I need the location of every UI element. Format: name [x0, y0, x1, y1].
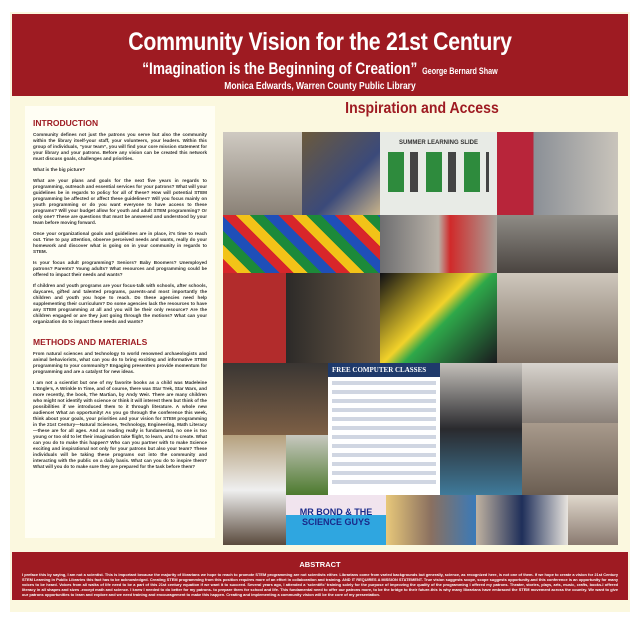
photo-tablet: [522, 363, 618, 423]
abstract-text: I preface this by saying, I am not a scientist. This is important because the majority of librarians we hope to reach to promote STEM programming are not scientists either. Librarians come from varied backgrounds but generally, science, as recognized here, is not one of them. If we hope to create a vision for 21st Century STEM Learning in Public Libraries this fact has to be acknowledged. Creating STEM programming from this position requires more of an effort in collaboration and training. AND IT REQUIRES A MISSION STATEMENT. True vision suggests scope, scope suggests opportunity-and this conference is an opportunity for many voices to be heard. Voices from all walks of life need to be a part of this 21st century equation if we want it to succeed. Several years ago, I attended a ‘scientific’ training solely for the purpose of improving the quality of the programming I offered my patrons. Theater, stories, plays, arts, music, crafts, books-I offered literacy in all shapes and sizes -except math and science. I knew I needed to do better for my patrons- to prepare them for school and life. This fundamental need to offer our patrons more, to be the bridge to their future-this is why many librarians have embraced the STEM movement across the country. We want to give our patrons opportunities to learn and explore and we need training and encouragement to make this happen. Creating and implementing a community vision will be the core of my presentation.: [22, 572, 618, 597]
abstract-section: [12, 552, 628, 600]
intro-paragraph: Is your focus adult programming? Seniors? Baby Boomers? Unemployed patrons? Parents? Young adults? What resources and programming could be offered to impact their needs and wants?: [33, 260, 207, 277]
presenter: Monica Edwards, Warren County Public Library: [224, 81, 416, 92]
introduction-heading: INTRODUCTION: [33, 118, 99, 128]
photo-science-demo: [223, 435, 286, 545]
summer-slide-icons: [388, 152, 489, 192]
methods-paragraph: From natural sciences and technology to world renowned archaeologists and animal behaviorists, what can you do to bring exciting and informative STEM programming to your community? Engaging presenters provide momentum for programming and are a catalyst for new ideas.: [33, 351, 207, 374]
poster-header: [12, 14, 628, 96]
photo-presenter-horse: [223, 273, 380, 363]
photo-robot: [223, 132, 302, 215]
summer-slide-title: SUMMER LEARNING SLIDE: [398, 140, 478, 146]
computer-classes-title: FREE COMPUTER CLASSES: [328, 363, 440, 377]
photo-kids-floor: [497, 215, 618, 273]
intro-paragraph: What is the big picture?: [33, 167, 86, 172]
photo-toddler: [476, 495, 568, 545]
photo-archaeologist: [223, 363, 328, 435]
photo-penguin-display: [497, 132, 618, 215]
photo-child-craft: [568, 495, 618, 545]
photo-camera-boy: [380, 215, 497, 273]
photo-lego-bricks: [223, 215, 380, 273]
poster-title: Community Vision for the 21st Century: [128, 28, 512, 56]
photo-child-rug: [440, 363, 522, 495]
methods-heading: METHODS AND MATERIALS: [33, 337, 148, 347]
intro-paragraph: What are your plans and goals for the next five years in regards to programming, outreach and essential services for your patrons? What will your guidelines be in regards to policy for all of these? How will potential STEM programming be affected or affect these guidelines? Will you focus mainly on youth programming or do you want everyone to have access to these programs? Will your budget allow for youth and adult STEM programming? Or only one? These are questions that must be answered and understood by your team before moving forward.: [33, 178, 207, 225]
intro-paragraph: Community defines not just the patrons you serve but also the community within the library itself-your staff, your volunteers, your leaders. Within this group of individuals, “your team”, you will find your core mission statement for your library and your patrons. Before any vision can be created this network must discuss goals, challenges and priorities.: [33, 132, 207, 161]
science-guys-text: MR BOND & THE SCIENCE GUYS: [299, 507, 373, 527]
free-computer-classes-flyer: [328, 363, 440, 495]
science-guys-banner: [286, 495, 386, 545]
quote-author: George Bernard Shaw: [422, 66, 498, 76]
photo-kids-building: [302, 132, 380, 215]
methods-paragraph: I am not a scientist but one of my favorite books as a child was Madeleine L’Engle’s, A Wrinkle In Time, and of course, there was Star Trek, Star Wars, and more recently, the book, The Martian, by Andy Weir. There are many children who might not identify with science or think it will interest them but think of the possibilities if we introduced them to it through literature. A whole new audience! What an opportunity! As you go through the conference this week, think about your goals, your priorities and your vision for STEM programming in the 21st Century—Natural Sciences, Technology, Engineering, Math Literacy—these are for all ages. And as reading really is fundamental, no one is too young or too old to let their imagination take flight, to learn, and to create. What can you do to make this happen? Who can you partner with to make Science exciting and inspirational not only for your patrons but also your team? These individuals will be taking these programs out into the community and interacting with the public on a daily basis. What can you do to inspire them? What will you do to make sure they are prepared for the task before them?: [33, 380, 207, 469]
photo-plant: [286, 435, 328, 495]
photo-light-display: [380, 273, 497, 363]
summer-learning-slide-graphic: [380, 132, 497, 215]
gallery-heading: Inspiration and Access: [345, 100, 499, 117]
quote: [74, 59, 567, 79]
photo-kids-activity: [497, 273, 618, 363]
intro-paragraph: If children and youth programs are your focus-talk with schools, after schools, daycares, gifted and talented programs, parents-and most importantly the children and youth you hope to reach. Do these agencies need help supplementing their curriculum? Do some agencies lack the resources to have any STEM programming at all and you will be their only resource? Are the children engaged or are they just going through the motions? What can your organization do to impact these needs and wants?: [33, 283, 207, 324]
flyer-schedule: [332, 381, 436, 486]
text-column: [25, 106, 215, 538]
abstract-heading: ABSTRACT: [299, 560, 341, 569]
quote-text: “Imagination is the Beginning of Creation”: [142, 59, 418, 78]
intro-paragraph: Once your organizational goals and guidelines are in place, it’s time to reach out. Time to pay attention, observe perceived needs and wants, really do your homework and discover what is going on in your community in regards to STEM.: [33, 231, 207, 254]
photo-toddlers: [522, 423, 618, 495]
photo-girls-experiment: [386, 495, 476, 545]
photo-collage: [223, 132, 618, 545]
